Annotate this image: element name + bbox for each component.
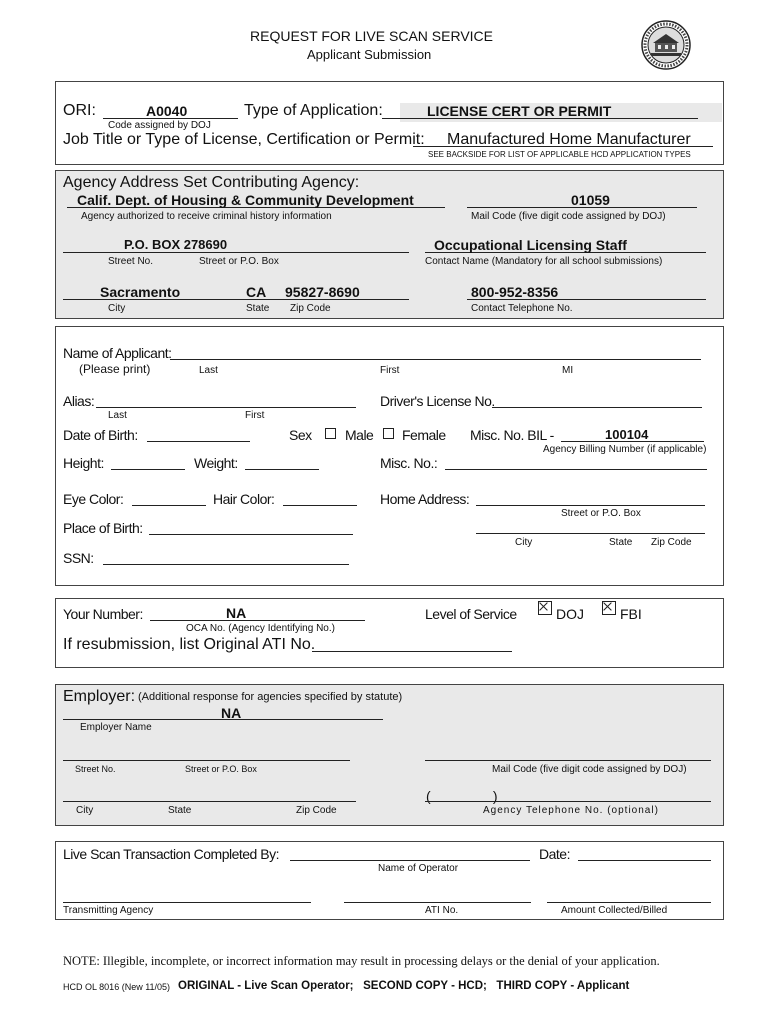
agency-street-value[interactable]: P.O. BOX 278690 xyxy=(124,237,228,252)
employer-mail-code-caption: Mail Code (five digit code assigned by DOJ) xyxy=(492,764,687,775)
employer-name-caption: Employer Name xyxy=(80,722,152,733)
eye-color-label: Eye Color: xyxy=(63,491,124,507)
alias-label: Alias: xyxy=(63,393,95,409)
misc-bil-label: Misc. No. BIL - xyxy=(470,427,554,443)
misc-no-label: Misc. No.: xyxy=(380,455,438,471)
agency-state-value[interactable]: CA xyxy=(246,284,267,300)
alias-first-caption: First xyxy=(245,410,265,421)
your-number-label: Your Number: xyxy=(63,606,143,622)
contact-name-caption: Contact Name (Mandatory for all school submissions) xyxy=(425,256,663,267)
employer-city-caption: City xyxy=(76,805,94,816)
hair-color-field[interactable] xyxy=(283,505,357,506)
form-subtitle: Applicant Submission xyxy=(307,47,432,62)
employer-phone-caption: Agency Telephone No. (optional) xyxy=(483,805,659,816)
agency-zip-caption: Zip Code xyxy=(290,303,331,314)
dob-label: Date of Birth: xyxy=(63,427,138,443)
amount-caption: Amount Collected/Billed xyxy=(561,905,668,916)
agency-zip-value[interactable]: 95827-8690 xyxy=(285,284,360,300)
ssn-label: SSN: xyxy=(63,550,94,566)
operator-caption: Name of Operator xyxy=(378,863,459,874)
employer-city-field[interactable] xyxy=(63,801,356,802)
drivers-license-label: Driver's License No. xyxy=(380,393,495,409)
misc-bil-caption: Agency Billing Number (if applicable) xyxy=(543,444,707,455)
hair-color-label: Hair Color: xyxy=(213,491,275,507)
state-seal-logo xyxy=(641,20,691,70)
oca-caption: OCA No. (Agency Identifying No.) xyxy=(186,623,335,634)
employer-mail-code-field[interactable] xyxy=(425,760,711,761)
agency-state-caption: State xyxy=(246,303,270,314)
applicant-name-field[interactable] xyxy=(170,359,701,360)
employer-street-field[interactable] xyxy=(63,760,350,761)
female-checkbox[interactable] xyxy=(383,428,394,439)
fbi-checkbox[interactable] xyxy=(602,601,616,615)
ati-no-caption: ATI No. xyxy=(425,905,459,916)
home-state-caption: State xyxy=(609,537,633,548)
agency-name-caption: Agency authorized to receive criminal history information xyxy=(81,211,332,222)
name-first-caption: First xyxy=(380,365,400,376)
agency-name-value[interactable]: Calif. Dept. of Housing & Community Development xyxy=(77,192,414,208)
form-number: HCD OL 8016 (New 11/05) xyxy=(63,982,171,992)
transmitting-agency-caption: Transmitting Agency xyxy=(63,905,154,916)
contact-phone-value[interactable]: 800-952-8356 xyxy=(471,284,559,300)
job-title-caption: SEE BACKSIDE FOR LIST OF APPLICABLE HCD APPLICATION TYPES xyxy=(428,150,691,159)
home-street-caption: Street or P.O. Box xyxy=(561,508,641,519)
male-label: Male xyxy=(345,427,374,443)
female-label: Female xyxy=(402,427,446,443)
contact-phone-caption: Contact Telephone No. xyxy=(471,303,573,314)
weight-field[interactable] xyxy=(245,469,319,470)
eye-color-field[interactable] xyxy=(132,505,206,506)
home-city-field[interactable] xyxy=(476,533,705,534)
doj-checkbox[interactable] xyxy=(538,601,552,615)
type-of-application-label: Type of Application: xyxy=(244,102,383,119)
applicant-name-label: Name of Applicant: xyxy=(63,345,172,361)
date-field[interactable] xyxy=(578,860,711,861)
employer-phone-paren: ( ) xyxy=(426,788,498,804)
ori-label: ORI: xyxy=(63,102,96,119)
resubmission-label: If resubmission, list Original ATI No. xyxy=(63,636,316,653)
sex-label: Sex xyxy=(289,427,312,443)
copy-distribution: ORIGINAL - Live Scan Operator; SECOND COPY - HCD; THIRD COPY - Applicant xyxy=(178,980,630,992)
dob-field[interactable] xyxy=(147,441,250,442)
your-number-value[interactable]: NA xyxy=(226,605,247,621)
home-address-label: Home Address: xyxy=(380,491,470,507)
mail-code-value[interactable]: 01059 xyxy=(571,192,610,208)
please-print-label: (Please print) xyxy=(79,362,151,376)
agency-street-caption: Street or P.O. Box xyxy=(199,256,279,267)
form-title: REQUEST FOR LIVE SCAN SERVICE xyxy=(250,28,493,44)
mail-code-caption: Mail Code (five digit code assigned by DOJ) xyxy=(471,211,666,222)
name-mi-caption: MI xyxy=(562,365,574,376)
home-zip-caption: Zip Code xyxy=(651,537,692,548)
ati-number-field[interactable] xyxy=(312,651,512,652)
name-last-caption: Last xyxy=(199,365,218,376)
agency-street-no-caption: Street No. xyxy=(108,256,154,267)
level-of-service-label: Level of Service xyxy=(425,606,517,622)
employer-name-value[interactable]: NA xyxy=(221,705,242,721)
agency-heading: Agency Address Set Contributing Agency: xyxy=(63,174,360,191)
misc-bil-value[interactable]: 100104 xyxy=(605,427,649,442)
footer-note: NOTE: Illegible, incomplete, or incorrect information may result in processing delays or the denial of your application. xyxy=(63,954,660,968)
place-of-birth-label: Place of Birth: xyxy=(63,520,143,536)
height-label: Height: xyxy=(63,455,104,471)
operator-field[interactable] xyxy=(290,860,530,861)
employer-street-caption: Street or P.O. Box xyxy=(185,764,257,774)
agency-city-caption: City xyxy=(108,303,126,314)
type-of-application-value[interactable]: LICENSE CERT OR PERMIT xyxy=(427,103,612,119)
job-title-label: Job Title or Type of License, Certification or Permit: xyxy=(63,131,425,148)
employer-zip-caption: Zip Code xyxy=(296,805,337,816)
ori-value[interactable]: A0040 xyxy=(146,103,188,119)
contact-name-value[interactable]: Occupational Licensing Staff xyxy=(434,237,627,253)
completed-by-label: Live Scan Transaction Completed By: xyxy=(63,846,279,862)
home-city-caption: City xyxy=(515,537,533,548)
agency-city-value[interactable]: Sacramento xyxy=(100,284,181,300)
home-address-field[interactable] xyxy=(476,505,705,506)
employer-heading-note: (Additional response for agencies specified by statute) xyxy=(138,691,403,703)
transmitting-agency-field[interactable] xyxy=(63,902,311,903)
height-field[interactable] xyxy=(111,469,185,470)
ori-caption: Code assigned by DOJ xyxy=(108,120,211,131)
fbi-label: FBI xyxy=(620,606,642,622)
weight-label: Weight: xyxy=(194,455,238,471)
alias-last-caption: Last xyxy=(108,410,127,421)
alias-field[interactable] xyxy=(96,407,356,408)
job-title-value[interactable]: Manufactured Home Manufacturer xyxy=(447,131,691,148)
date-label: Date: xyxy=(539,846,570,862)
male-checkbox[interactable] xyxy=(325,428,336,439)
employer-heading: Employer: xyxy=(63,688,136,705)
amount-field[interactable] xyxy=(547,902,711,903)
employer-street-no-caption: Street No. xyxy=(75,764,116,774)
drivers-license-field[interactable] xyxy=(492,407,702,408)
doj-label: DOJ xyxy=(556,606,584,622)
place-of-birth-field[interactable] xyxy=(149,534,353,535)
ati-no-field[interactable] xyxy=(344,902,531,903)
ssn-field[interactable] xyxy=(103,564,349,565)
employer-state-caption: State xyxy=(168,805,192,816)
misc-no-field[interactable] xyxy=(445,469,707,470)
employer-phone-field[interactable] xyxy=(425,801,711,802)
